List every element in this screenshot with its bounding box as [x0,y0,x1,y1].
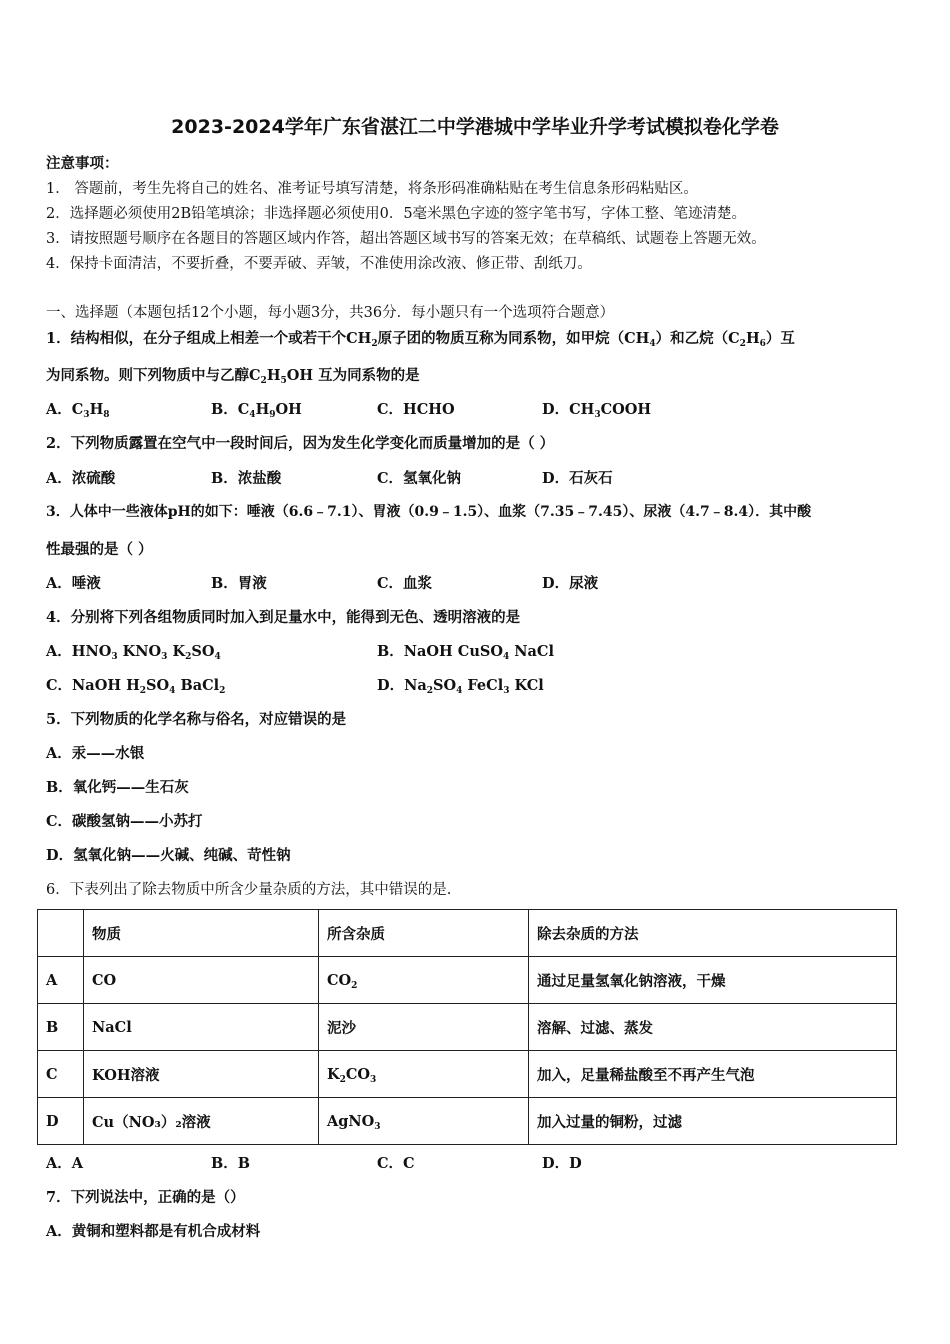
impurity-cell: $K_2CO_3$ [319,1051,529,1098]
q4-option-b: B．NaOH CuSO$_4$ NaCl [377,643,554,662]
q5-option-d: D．氢氧化钠——火碱、纯碱、苛性钠 [46,847,291,864]
q6-option-c: C．C [377,1155,415,1172]
q6-option-a: A．A [46,1155,84,1172]
table-header-cell: 所含杂质 [319,910,529,957]
substance-cell: Cu（NO₃）₂溶液 [84,1098,319,1145]
row-key: A [38,957,84,1004]
q3-option-b: B．胃液 [211,575,267,592]
method-cell: 溶解、过滤、蒸发 [529,1004,897,1051]
q3-option-a: A．唾液 [46,575,101,592]
q5-option-c: C．碳酸氢钠——小苏打 [46,813,203,830]
notice-item: 4．保持卡面清洁，不要折叠，不要弄破、弄皱，不准使用涂改液、修正带、刮纸刀。 [46,256,592,272]
q3-option-d: D．尿液 [542,575,599,592]
impurity-cell: 泥沙 [319,1004,529,1051]
question-1-stem-cont: 为同系物。则下列物质中与乙醇$C_2H_5OH$ 互为同系物的是 [46,367,420,386]
q4-option-a: A．$HNO_3$ $KNO_3$ $K_2SO_4$ [46,643,221,662]
method-cell: 通过足量氢氧化钠溶液，干燥 [529,957,897,1004]
question-1-stem: 1．结构相似，在分子组成上相差一个或若干个$CH_2$原子团的物质互称为同系物，如甲烷$(CH_4)$和乙烷$(C_2H_6)$互 [46,330,795,349]
table-row [38,1004,897,1051]
question-7-stem: 7．下列说法中，正确的是（） [46,1189,245,1206]
q5-option-b: B．氧化钙——生石灰 [46,779,189,796]
q2-option-c: C．氢氧化钠 [377,470,462,487]
table-header-row [38,910,897,957]
q2-option-d: D．石灰石 [542,470,613,487]
substance-cell: NaCl [84,1004,319,1051]
page-title: 2023-2024学年广东省湛江二中学港城中学毕业升学考试模拟卷化学卷 [171,116,779,138]
substance-cell: KOH溶液 [84,1051,319,1098]
q3-option-c: C．血浆 [377,575,433,592]
q4-option-d: D．$Na_2SO_4$ FeCl$_3$ KCl [377,677,544,696]
q1-option-c: C．HCHO [377,401,455,418]
q1-option-d: D．$CH_3COOH$ [542,401,652,420]
table-header-cell: 除去杂质的方法 [529,910,897,957]
impurity-table [37,909,897,1145]
notice-item: 3．请按照题号顺序在各题目的答题区域内作答，超出答题区域书写的答案无效；在草稿纸、试题卷上答题无效。 [46,231,766,247]
method-cell: 加入，足量稀盐酸至不再产生气泡 [529,1051,897,1098]
q1-option-b: B．$C_4H_9OH$ [211,401,302,420]
question-2-stem: 2．下列物质露置在空气中一段时间后，因为发生化学变化而质量增加的是（ ） [46,435,555,452]
question-5-stem: 5．下列物质的化学名称与俗名，对应错误的是 [46,711,347,728]
notice-item: 2．选择题必须使用2B铅笔填涂；非选择题必须使用0．5毫米黑色字迹的签字笔书写，字体工整、笔迹清楚。 [46,206,747,222]
row-key: D [38,1098,84,1145]
table-row [38,957,897,1004]
notice-item: 1． 答题前，考生先将自己的姓名、准考证号填写清楚，将条形码准确粘贴在考生信息条形码粘贴区。 [46,181,698,197]
q2-option-a: A．浓硫酸 [46,470,116,487]
table-header-cell: 物质 [84,910,319,957]
impurity-cell: AgNO$_3$ [319,1098,529,1145]
substance-cell: CO [84,957,319,1004]
q4-option-c: C．NaOH $H_2SO_4$ BaCl$_2$ [46,677,226,696]
q6-option-d: D．D [542,1155,582,1172]
question-3-stem: 3．人体中一些液体pH的如下：唾液（6.6﹣7.1）、胃液（0.9﹣1.5）、血浆（7.35﹣7.45）、尿液（4.7﹣8.4）．其中酸 [46,504,812,520]
q2-option-b: B．浓盐酸 [211,470,282,487]
table-row [38,1051,897,1098]
table-row [38,1098,897,1145]
method-cell: 加入过量的铜粉，过滤 [529,1098,897,1145]
question-4-stem: 4．分别将下列各组物质同时加入到足量水中，能得到无色、透明溶液的是 [46,609,521,626]
section-heading: 一、选择题（本题包括12个小题，每小题3分，共36分．每小题只有一个选项符合题意） [46,305,615,321]
q7-option-a: A．黄铜和塑料都是有机合成材料 [46,1223,261,1240]
table-header-cell [38,910,84,957]
question-6-stem: 6．下表列出了除去物质中所含少量杂质的方法，其中错误的是. [46,882,452,898]
q1-option-a: A．$C_3H_8$ [46,401,110,420]
q5-option-a: A．汞——水银 [46,745,145,762]
row-key: C [38,1051,84,1098]
impurity-cell: $CO_2$ [319,957,529,1004]
row-key: B [38,1004,84,1051]
q6-option-b: B．B [211,1155,251,1172]
notice-heading: 注意事项： [46,155,119,172]
question-3-stem-cont: 性最强的是（ ） [46,541,153,558]
